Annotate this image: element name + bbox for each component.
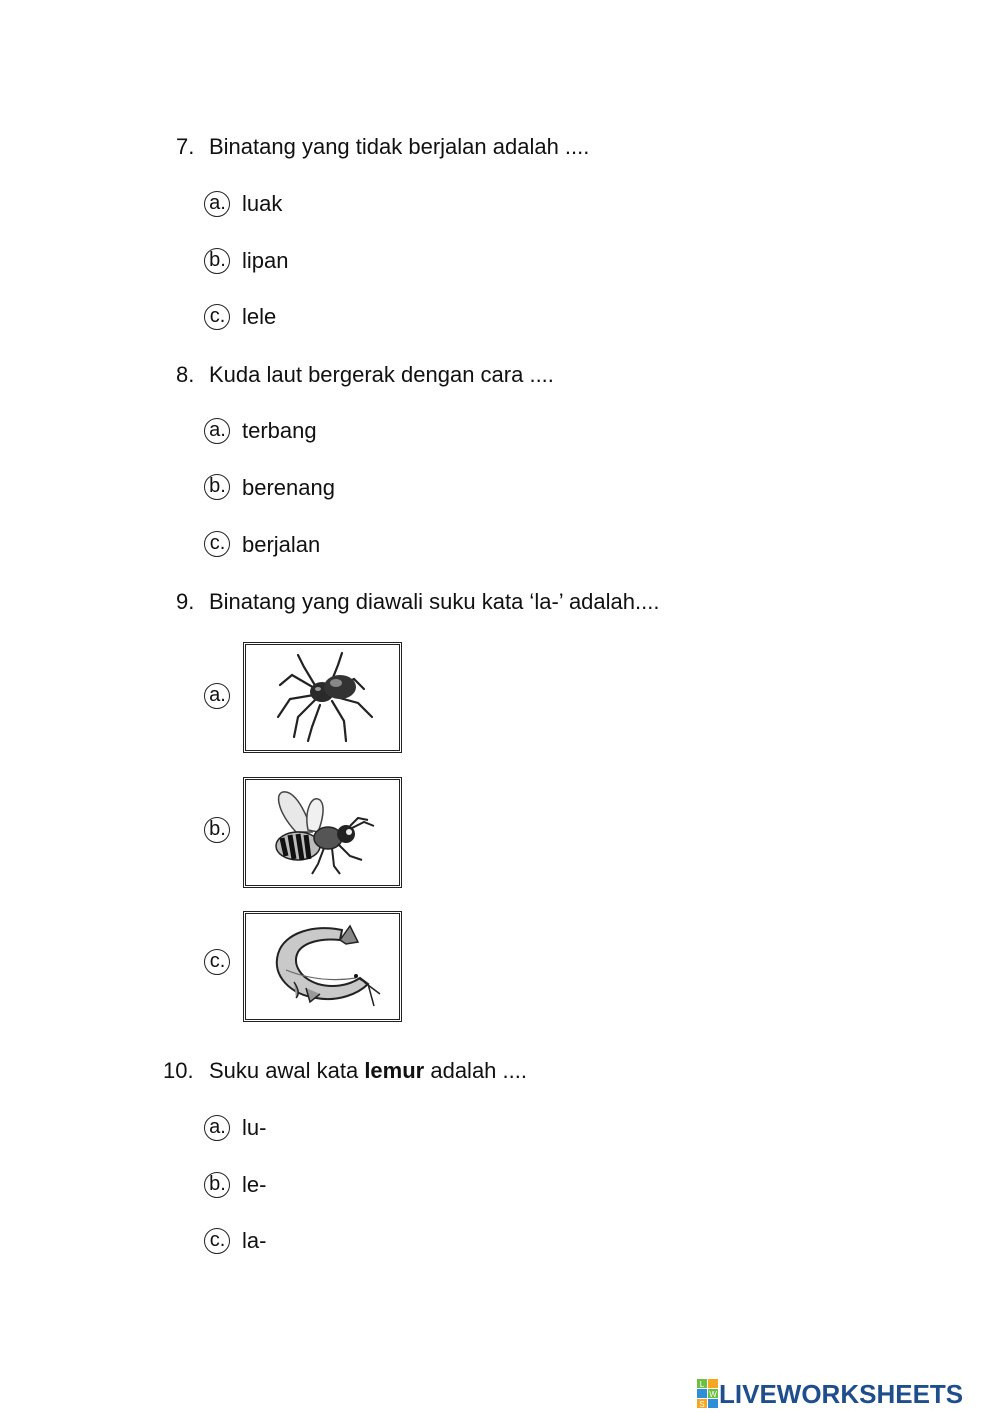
question-7-text: Binatang yang tidak berjalan adalah .... — [209, 134, 590, 159]
option-letter: a. — [209, 192, 226, 214]
question-10-text-before: Suku awal kata — [209, 1058, 365, 1083]
option-7b-radio[interactable] — [204, 248, 230, 274]
question-9-text: Binatang yang diawali suku kata ‘la-’ adalah.... — [209, 589, 660, 614]
option-7c-radio[interactable] — [204, 304, 230, 330]
option-9a-radio[interactable] — [204, 683, 230, 709]
question-8-number: 8. — [176, 362, 195, 387]
question-8-text: Kuda laut bergerak dengan cara .... — [209, 362, 554, 387]
option-letter: b. — [209, 1173, 226, 1195]
option-letter: b. — [209, 475, 226, 497]
option-9b-radio[interactable] — [204, 817, 230, 843]
option-letter: a. — [209, 684, 226, 706]
option-letter: a. — [209, 1116, 226, 1138]
question-10-text — [209, 1058, 527, 1084]
option-7a-radio[interactable] — [204, 191, 230, 217]
option-10a-radio[interactable] — [204, 1115, 230, 1141]
option-letter: c. — [209, 1229, 226, 1251]
option-7c-label: lele — [242, 304, 277, 329]
option-8b-radio[interactable] — [204, 474, 230, 500]
option-letter: c. — [209, 532, 226, 554]
option-8c-label: berjalan — [242, 532, 321, 557]
option-8b-label: berenang — [242, 475, 335, 500]
logo-letter-l: L — [699, 1380, 705, 1389]
option-letter: a. — [209, 419, 226, 441]
spider-icon — [246, 645, 399, 750]
question-10-bold-word: lemur — [364, 1058, 425, 1083]
bee-icon — [246, 780, 399, 885]
option-8a-label: terbang — [242, 418, 317, 443]
option-8a-radio[interactable] — [204, 418, 230, 444]
catfish-image — [243, 911, 402, 1022]
option-7a-label: luak — [242, 191, 283, 216]
question-10-number: 10. — [163, 1058, 194, 1083]
option-7b-label: lipan — [242, 248, 289, 273]
option-10c-radio[interactable] — [204, 1228, 230, 1254]
logo-letter-w: W — [709, 1390, 717, 1399]
option-8c-radio[interactable] — [204, 531, 230, 557]
option-10a-label: lu- — [242, 1115, 267, 1140]
question-9-number: 9. — [176, 589, 195, 614]
option-10b-radio[interactable] — [204, 1172, 230, 1198]
option-letter: b. — [209, 818, 226, 840]
bee-image — [243, 777, 402, 888]
catfish-icon — [246, 914, 399, 1019]
brand-name[interactable]: LIVEWORKSHEETS — [719, 1379, 964, 1409]
option-letter: c. — [209, 950, 226, 972]
question-7-number: 7. — [176, 134, 195, 159]
option-10b-label: le- — [242, 1172, 267, 1197]
liveworksheets-logo-icon — [697, 1378, 719, 1410]
option-letter: c. — [209, 305, 226, 327]
spider-image — [243, 642, 402, 753]
question-10-text-after: adalah .... — [424, 1058, 527, 1083]
option-10c-label: la- — [242, 1228, 267, 1253]
option-letter: b. — [209, 249, 226, 271]
option-9c-radio[interactable] — [204, 949, 230, 975]
logo-letter-s: S — [699, 1400, 705, 1409]
